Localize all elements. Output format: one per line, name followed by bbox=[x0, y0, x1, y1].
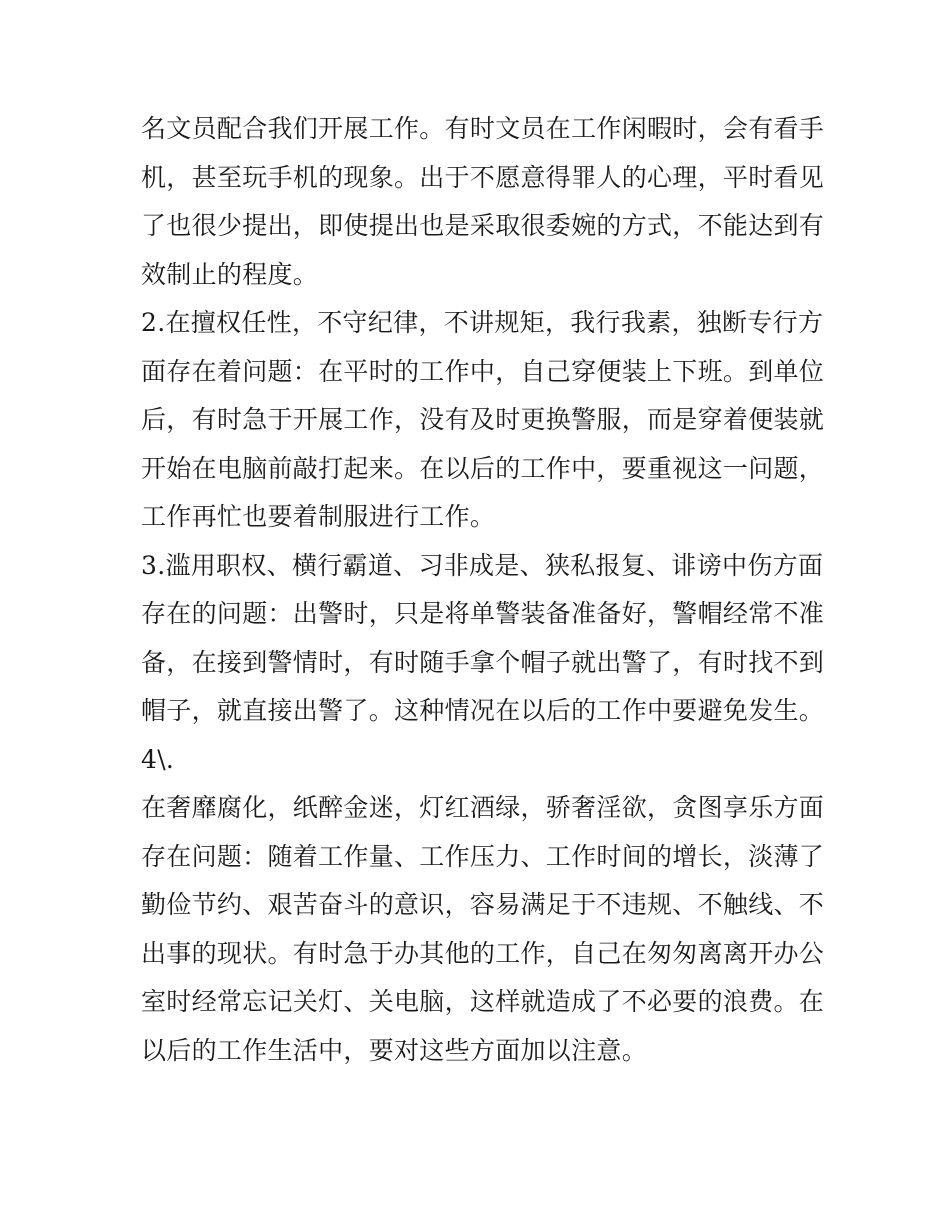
text-line: 出事的现状。有时急于办其他的工作，自己在匆匆离离开办公 bbox=[141, 938, 825, 968]
text-line: 工作再忙也要着制服进行工作。 bbox=[141, 502, 496, 531]
text-line: 以后的工作生活中，要对这些方面加以注意。 bbox=[141, 1035, 648, 1065]
text-line: 室时经常忘记关灯、关电脑，这样就造成了不必要的浪费。在 bbox=[141, 987, 825, 1016]
text-line: 勤俭节约、艰苦奋斗的意识，容易满足于不违规、不触线、不 bbox=[141, 890, 825, 919]
text-line: 2.在擅权任性，不守纪律，不讲规矩，我行我素，独断专行方 bbox=[141, 308, 824, 337]
text-line: 帽子，就直接出警了。这种情况在以后的工作中要避免发生。 bbox=[141, 696, 825, 725]
text-line: 开始在电脑前敲打起来。在以后的工作中，要重视这一问题， bbox=[141, 453, 825, 483]
text-line: 后，有时急于开展工作，没有及时更换警服，而是穿着便装就 bbox=[141, 405, 825, 434]
text-line: 机，甚至玩手机的现象。出于不愿意得罪人的心理，平时看见 bbox=[141, 162, 825, 192]
text-line: 存在问题：随着工作量、工作压力、工作时间的增长，淡薄了 bbox=[141, 841, 825, 871]
text-line: 面存在着问题：在平时的工作中，自己穿便装上下班。到单位 bbox=[141, 356, 825, 386]
text-line: 存在的问题：出警时，只是将单警装备准备好，警帽经常不准 bbox=[141, 599, 825, 628]
text-line: 在奢靡腐化，纸醉金迷，灯红酒绿，骄奢淫欲，贪图享乐方面 bbox=[141, 793, 825, 822]
text-line: 备，在接到警情时，有时随手拿个帽子就出警了，有时找不到 bbox=[141, 647, 825, 677]
text-line: 3.滥用职权、横行霸道、习非成是、狭私报复、诽谤中伤方面 bbox=[141, 550, 824, 580]
text-line: 效制止的程度。 bbox=[141, 259, 319, 289]
document-body bbox=[141, 105, 825, 1075]
text-line: 了也很少提出，即使提出也是采取很委婉的方式，不能达到有 bbox=[141, 211, 825, 240]
text-line: 名文员配合我们开展工作。有时文员在工作闲暇时，会有看手 bbox=[141, 114, 825, 143]
text-line: 4\. bbox=[141, 744, 175, 774]
